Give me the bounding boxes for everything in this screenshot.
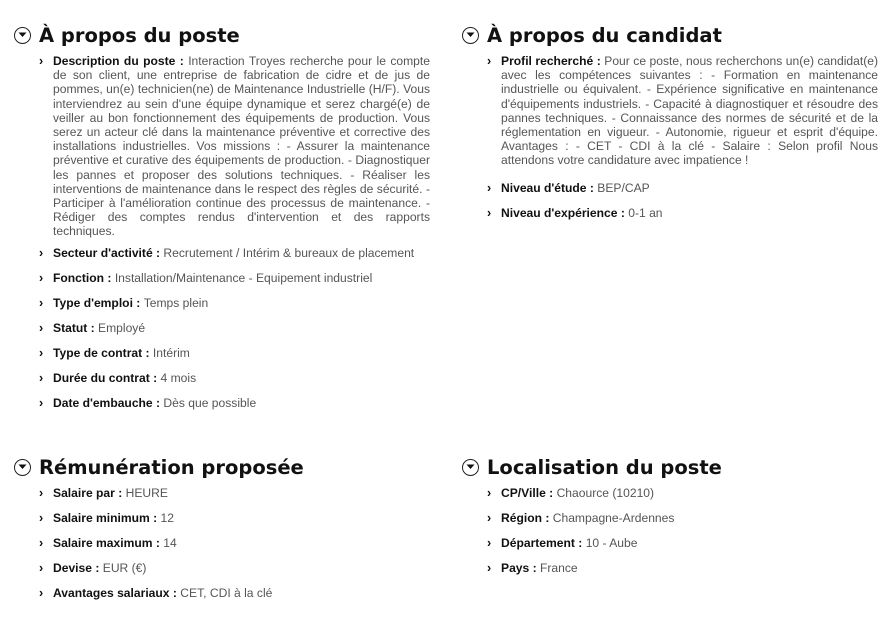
chevron-right-icon: › (39, 295, 44, 310)
section-salary (14, 452, 430, 600)
field-value: 4 mois (160, 370, 197, 385)
field-value: Pour ce poste, nous recherchons un(e) candidat(e) avec les compétences suivantes : - Formation en maintenance industrielle ou équivalent. - Expérience significative en maintenance d'équipements industriels. - Capacité à diagnostiquer et résoudre des pannes techniques. - Connaissance des normes de sécurité et de la réglementation en vigueur. - Autonomie, rigueur et esprit d'équipe. Avantages : - CET - CDI à la clé - Salaire : Selon profil Nous attendons votre candidature avec impatience ! (501, 54, 878, 168)
field-label: CP/Ville : (501, 486, 557, 500)
job-description (39, 54, 430, 239)
chevron-right-icon: › (487, 54, 492, 68)
field-value: Intérim (152, 345, 190, 360)
location-field (487, 561, 878, 575)
field-label: Région : (501, 511, 553, 525)
field-label: Profil recherché : (501, 54, 605, 68)
chevron-right-icon: › (487, 536, 492, 550)
field-label: Type d'emploi : (53, 295, 144, 310)
chevron-right-icon: › (39, 511, 44, 525)
section-location (462, 452, 878, 575)
field-value: BEP/CAP (597, 180, 650, 195)
chevron-right-icon: › (487, 180, 492, 195)
job-field (39, 371, 430, 385)
section-header-salary[interactable] (14, 452, 430, 482)
section-header-about-job[interactable] (14, 20, 430, 50)
field-value: Dès que possible (163, 395, 257, 410)
field-label: Niveau d'expérience : (501, 205, 629, 220)
chevron-right-icon: › (39, 54, 44, 68)
field-value: 10 - Aube (585, 536, 638, 550)
field-label: Salaire par : (53, 486, 126, 500)
field-value: Temps plein (143, 295, 209, 310)
candidate-profile (487, 54, 878, 168)
field-label: Date d'embauche : (53, 395, 164, 410)
section-title: Rémunération proposée (39, 455, 304, 479)
chevron-right-icon: › (39, 245, 44, 260)
chevron-down-icon[interactable] (14, 27, 31, 44)
field-value: Interaction Troyes recherche pour le compte de son client, une entreprise de fabrication de cidre et de jus de pommes, un(e) technicien(ne) de Maintenance Industrielle (H/F). Vous interviendrez au sein d'une équipe dynamique et serez chargé(e) de veiller au bon fonctionnement des équipements de production. Vous serez un acteur clé dans la maintenance préventive et corrective des installations industrielles. Vos missions : - Assurer la maintenance préventive et curative des équipements de production. - Diagnostiquer les pannes et proposer des solutions techniques. - Réaliser les interventions de maintenance dans le respect des règles de sécurité. - Participer à l'amélioration continue des processus de maintenance. - Rédiger des comptes rendus d'intervention et des rapports techniques. (53, 54, 430, 239)
field-value: France (540, 561, 578, 575)
section-title: À propos du poste (39, 23, 240, 47)
field-label: Salaire maximum : (53, 536, 164, 550)
field-label: Secteur d'activité : (53, 245, 164, 260)
section-header-about-candidate[interactable] (462, 20, 878, 50)
section-header-location[interactable] (462, 452, 878, 482)
field-label: Pays : (501, 561, 540, 575)
section-title: À propos du candidat (487, 23, 722, 47)
field-value: Employé (98, 320, 146, 335)
field-label: Durée du contrat : (53, 370, 161, 385)
section-about-candidate (462, 20, 878, 220)
chevron-right-icon: › (39, 536, 44, 550)
chevron-right-icon: › (487, 486, 492, 500)
section-about-job (14, 20, 430, 410)
candidate-field (487, 181, 878, 195)
chevron-right-icon: › (39, 345, 44, 360)
salary-field (39, 511, 430, 525)
job-sector (39, 246, 430, 260)
field-label: Fonction : (53, 270, 115, 285)
job-field (39, 271, 430, 285)
chevron-right-icon: › (487, 511, 492, 525)
job-field (39, 396, 430, 410)
job-field (39, 321, 430, 335)
chevron-down-icon[interactable] (462, 459, 479, 476)
salary-field (39, 486, 430, 500)
field-label: Niveau d'étude : (501, 180, 598, 195)
field-label: Département : (501, 536, 586, 550)
chevron-right-icon: › (39, 395, 44, 410)
job-field (39, 296, 430, 310)
field-label: Avantages salariaux : (53, 586, 181, 600)
chevron-right-icon: › (39, 320, 44, 335)
chevron-down-icon[interactable] (462, 27, 479, 44)
field-value: 12 (160, 511, 174, 525)
chevron-right-icon: › (39, 486, 44, 500)
chevron-right-icon: › (487, 205, 492, 220)
field-label: Salaire minimum : (53, 511, 161, 525)
chevron-down-icon[interactable] (14, 459, 31, 476)
location-field (487, 511, 878, 525)
field-value: Chaource (10210) (556, 486, 655, 500)
chevron-right-icon: › (39, 561, 44, 575)
candidate-field (487, 206, 878, 220)
field-label: Type de contrat : (53, 345, 153, 360)
field-value: Champagne-Ardennes (552, 511, 675, 525)
salary-field (39, 561, 430, 575)
chevron-right-icon: › (39, 270, 44, 285)
chevron-right-icon: › (39, 370, 44, 385)
field-value: 0-1 an (628, 205, 663, 220)
field-value: 14 (163, 536, 177, 550)
field-value: HEURE (125, 486, 168, 500)
chevron-right-icon: › (487, 561, 492, 575)
field-value: Installation/Maintenance - Equipement industriel (114, 270, 373, 285)
field-value: Recrutement / Intérim & bureaux de placement (163, 245, 415, 260)
field-value: CET, CDI à la clé (180, 586, 273, 600)
location-field (487, 536, 878, 550)
field-value: EUR (€) (102, 561, 147, 575)
section-title: Localisation du poste (487, 455, 722, 479)
field-label: Description du poste : (53, 54, 189, 68)
job-field (39, 346, 430, 360)
salary-field (39, 586, 430, 600)
salary-field (39, 536, 430, 550)
field-label: Devise : (53, 561, 103, 575)
chevron-right-icon: › (39, 586, 44, 600)
field-label: Statut : (53, 320, 99, 335)
location-field (487, 486, 878, 500)
